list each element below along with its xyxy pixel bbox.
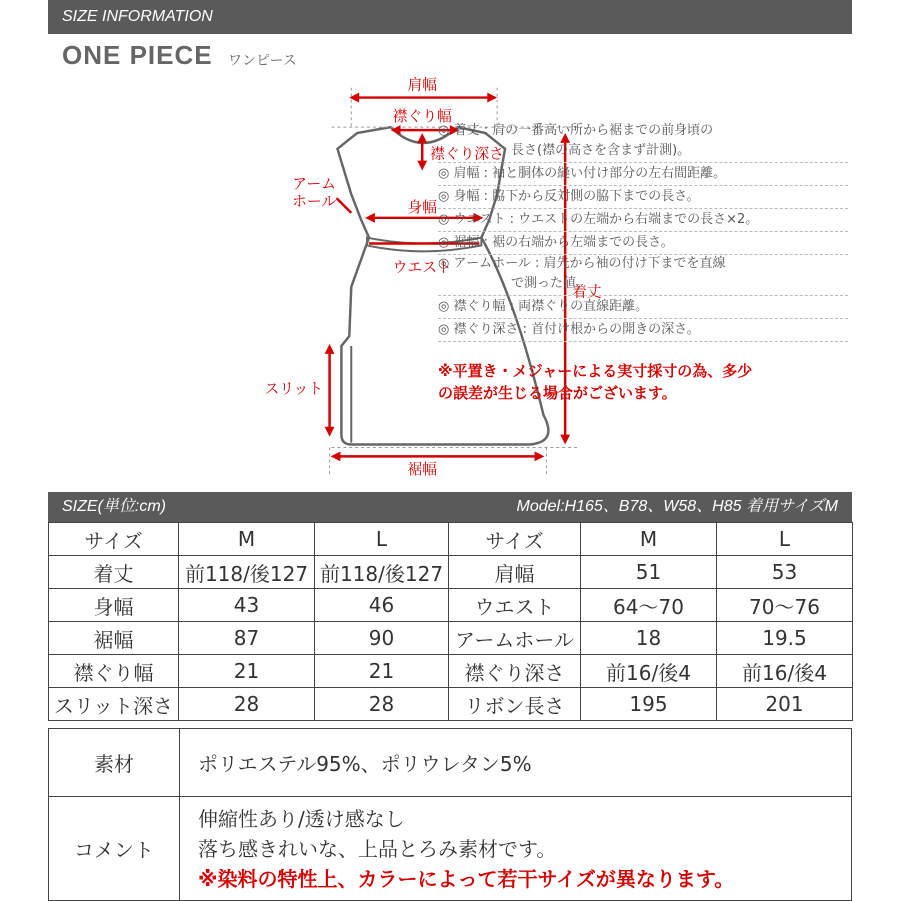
definition-neck-width: ◎ 襟ぐり幅 : 両襟ぐりの直線距離。 bbox=[438, 296, 848, 319]
size-bar bbox=[48, 492, 852, 522]
table-row: 着丈 前118/後127 前118/後127 肩幅 51 53 bbox=[49, 556, 853, 589]
comment-label: コメント bbox=[49, 797, 180, 901]
size-table bbox=[48, 522, 853, 721]
definition-length: ◎ 着丈 : 肩の一番高い所から裾までの前身頃の 長さ(襟の高さを含まず計測)。 bbox=[438, 122, 848, 163]
model-info: Model:H165、B78、W58、H85 着用サイズM bbox=[516, 498, 838, 515]
label-slit: スリット bbox=[264, 380, 323, 398]
label-waist: ウエスト bbox=[392, 259, 452, 277]
comment-warning: ※染料の特性上、カラーによって若干サイズが異なります。 bbox=[198, 866, 735, 891]
definition-hem: ◎ 裾幅 : 裾の右端から左端までの長さ。 bbox=[438, 232, 848, 255]
label-neck-depth: 襟ぐり深さ bbox=[430, 145, 504, 163]
size-table-header: サイズ M L サイズ M L bbox=[49, 523, 853, 556]
label-armhole-1: アーム bbox=[292, 175, 336, 193]
table-row: スリット深さ 28 28 リボン長さ 195 201 bbox=[49, 688, 853, 721]
label-neck-width: 襟ぐり幅 bbox=[392, 108, 452, 126]
size-information-title: SIZE INFORMATION bbox=[62, 8, 213, 25]
definition-shoulder: ◎ 肩幅 : 袖と胴体の縫い付け部分の左右間距離。 bbox=[438, 163, 848, 186]
material-label: 素材 bbox=[49, 729, 180, 797]
product-name-jp: ワンピース bbox=[228, 53, 297, 69]
table-row: 身幅 43 46 ウエスト 64～70 70～76 bbox=[49, 589, 853, 622]
label-shoulder: 肩幅 bbox=[407, 76, 438, 94]
material-comment-table bbox=[48, 728, 852, 901]
label-body-width: 身幅 bbox=[407, 198, 438, 216]
size-unit-label: SIZE(単位:cm) bbox=[62, 498, 166, 515]
product-name: ONE PIECE bbox=[62, 40, 213, 70]
measurement-note: ※平置き・メジャーによる実寸採寸の為、多少 の誤差が生じる場合がございます。 bbox=[438, 362, 753, 402]
size-information-bar bbox=[48, 0, 852, 34]
measurement-definitions bbox=[438, 122, 848, 342]
comment-row bbox=[49, 797, 852, 901]
material-row bbox=[49, 729, 852, 797]
definition-waist: ◎ ウエスト : ウエストの左端から右端までの長さ×2。 bbox=[438, 209, 848, 232]
comment-value: 伸縮性あり/透け感なし 落ち感きれいな、上品とろみ素材です。 ※染料の特性上、カラーによって若干サイズが異なります。 bbox=[180, 797, 852, 901]
definition-armhole: ◎ アームホール : 肩先から袖の付け下までを直線 で測った値。 bbox=[438, 255, 848, 296]
table-row: 裾幅 87 90 アームホール 18 19.5 bbox=[49, 622, 853, 655]
definition-body-width: ◎ 身幅 : 脇下から反対側の脇下までの長さ。 bbox=[438, 186, 848, 209]
table-row: 襟ぐり幅 21 21 襟ぐり深さ 前16/後4 前16/後4 bbox=[49, 655, 853, 688]
definition-neck-depth: ◎ 襟ぐり深さ : 首付け根からの開きの深さ。 bbox=[438, 319, 848, 342]
label-length: 着丈 bbox=[572, 283, 602, 301]
material-value: ポリエステル95%、ポリウレタン5% bbox=[180, 729, 852, 797]
label-armhole-2: ホール bbox=[292, 193, 337, 210]
label-hem: 裾幅 bbox=[407, 461, 438, 479]
